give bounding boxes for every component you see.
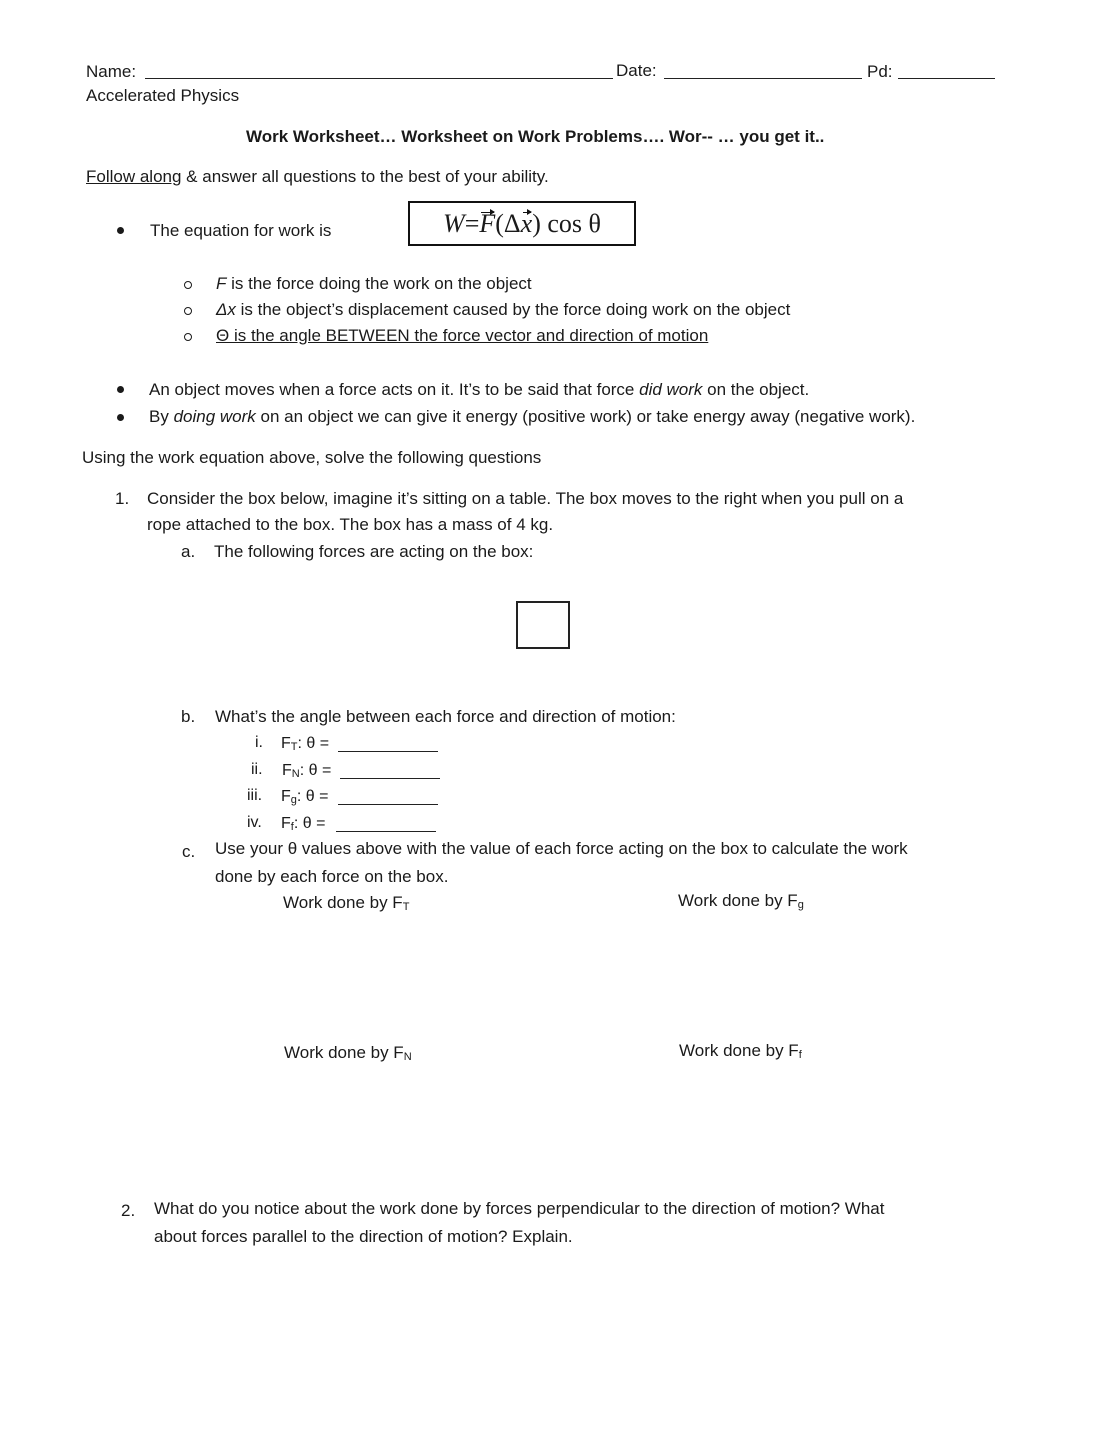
force-subscript: f <box>290 821 294 833</box>
bullet-emphasis: did work <box>639 380 703 399</box>
angle-eq: : θ = <box>297 735 330 752</box>
bullet-icon <box>117 386 124 393</box>
eq-middle: (Δ <box>495 208 521 238</box>
q1-line1: Consider the box below, imagine it’s sitting on a table. The box moves to the right when you pull on a <box>147 489 904 508</box>
q2-number: 2. <box>121 1201 136 1220</box>
force-symbol: F <box>281 735 291 752</box>
work-text: Work done by F <box>678 891 798 910</box>
bullet-text: By <box>149 407 174 426</box>
work-subscript: g <box>797 899 804 911</box>
instructions-rest: & answer all questions to the best of your ability. <box>181 167 549 186</box>
equation-intro: The equation for work is <box>150 221 332 240</box>
work-equation-box <box>408 201 636 246</box>
name-field[interactable] <box>145 78 613 79</box>
course-name: Accelerated Physics <box>86 86 240 105</box>
work-text: Work done by F <box>679 1041 799 1060</box>
eq-w: W <box>443 208 465 238</box>
angle-roman: i. <box>255 734 263 751</box>
q1-line2: rope attached to the box. The box has a mass of 4 kg. <box>147 515 554 534</box>
using-equation-text: Using the work equation above, solve the following questions <box>82 448 542 467</box>
q1c-label: c. <box>182 842 196 861</box>
definition-symbol: F <box>216 274 227 293</box>
bullet-text: on the object. <box>702 380 810 399</box>
angle-gravity <box>281 788 328 806</box>
q1b-label: b. <box>181 707 196 726</box>
angle-eq: : θ = <box>293 815 326 832</box>
bullet-text: An object moves when a force acts on it. It’s to be said that force <box>149 380 640 399</box>
q1a-label: a. <box>181 542 196 561</box>
definition-text: is the force doing the work on the object <box>226 274 532 293</box>
force-subscript: T <box>290 741 298 753</box>
bullet-emphasis: doing work <box>173 407 256 426</box>
instructions-underlined: Follow along <box>86 167 182 186</box>
date-label: Date: <box>616 61 657 80</box>
box-diagram <box>516 601 570 649</box>
angle-roman: iii. <box>247 787 263 804</box>
angle-answer-tension[interactable] <box>338 751 438 752</box>
work-text: Work done by F <box>284 1043 404 1062</box>
worksheet-title: Work Worksheet… Worksheet on Work Problems…. Wor-- … you get it.. <box>246 127 825 146</box>
angle-eq: : θ = <box>296 788 329 805</box>
angle-answer-gravity[interactable] <box>338 804 438 805</box>
work-friction-label <box>679 1041 802 1061</box>
work-gravity-label <box>678 891 804 911</box>
angle-normal <box>282 762 331 780</box>
force-symbol: F <box>281 788 291 805</box>
work-subscript: f <box>798 1049 802 1061</box>
work-subscript: T <box>402 901 410 913</box>
angle-answer-normal[interactable] <box>340 778 440 779</box>
q1c-line1: Use your θ values above with the value of each force acting on the box to calculate the work <box>215 839 908 858</box>
name-label: Name: <box>86 62 137 81</box>
bullet-icon <box>117 227 124 234</box>
angle-eq: : θ = <box>299 762 332 779</box>
force-subscript: N <box>291 768 300 780</box>
q1-number: 1. <box>115 489 130 508</box>
pd-field[interactable] <box>898 78 995 79</box>
definition-displacement <box>216 300 790 320</box>
work-subscript: N <box>403 1051 412 1063</box>
definition-force <box>216 274 532 294</box>
sub-bullet-icon <box>184 281 192 289</box>
angle-friction <box>281 815 325 833</box>
bullet-did-work <box>149 380 809 400</box>
q2-line1: What do you notice about the work done by forces perpendicular to the direction of motion? What <box>154 1199 885 1218</box>
eq-end: ) cos θ <box>532 208 601 238</box>
instructions <box>86 167 549 187</box>
angle-roman: iv. <box>247 814 262 831</box>
q1b-text: What’s the angle between each force and direction of motion: <box>215 707 676 726</box>
bullet-text: on an object we can give it energy (positive work) or take energy away (negative work). <box>255 407 916 426</box>
date-field[interactable] <box>664 78 862 79</box>
q1a-text: The following forces are acting on the box: <box>214 542 534 561</box>
definition-text: is the object’s displacement caused by the force doing work on the object <box>235 300 791 319</box>
q2-line2: about forces parallel to the direction of motion? Explain. <box>154 1227 573 1246</box>
definition-angle: Θ is the angle BETWEEN the force vector and direction of motion <box>216 326 709 345</box>
bullet-doing-work <box>149 407 915 427</box>
q1c-line2: done by each force on the box. <box>215 867 449 886</box>
force-symbol: F <box>282 762 292 779</box>
eq-force-vector: F <box>479 208 496 238</box>
work-normal-label <box>284 1043 412 1063</box>
angle-tension <box>281 735 329 753</box>
work-text: Work done by F <box>283 893 403 912</box>
eq-displacement-vector: x <box>520 208 533 238</box>
bullet-icon <box>117 414 124 421</box>
angle-roman: ii. <box>251 761 263 778</box>
definition-symbol: Δx <box>216 300 236 319</box>
sub-bullet-icon <box>184 307 192 315</box>
work-tension-label <box>283 893 409 913</box>
eq-equals: = <box>464 208 480 238</box>
angle-answer-friction[interactable] <box>336 831 436 832</box>
pd-label: Pd: <box>867 62 893 81</box>
sub-bullet-icon <box>184 333 192 341</box>
force-subscript: g <box>290 794 297 806</box>
force-symbol: F <box>281 815 291 832</box>
